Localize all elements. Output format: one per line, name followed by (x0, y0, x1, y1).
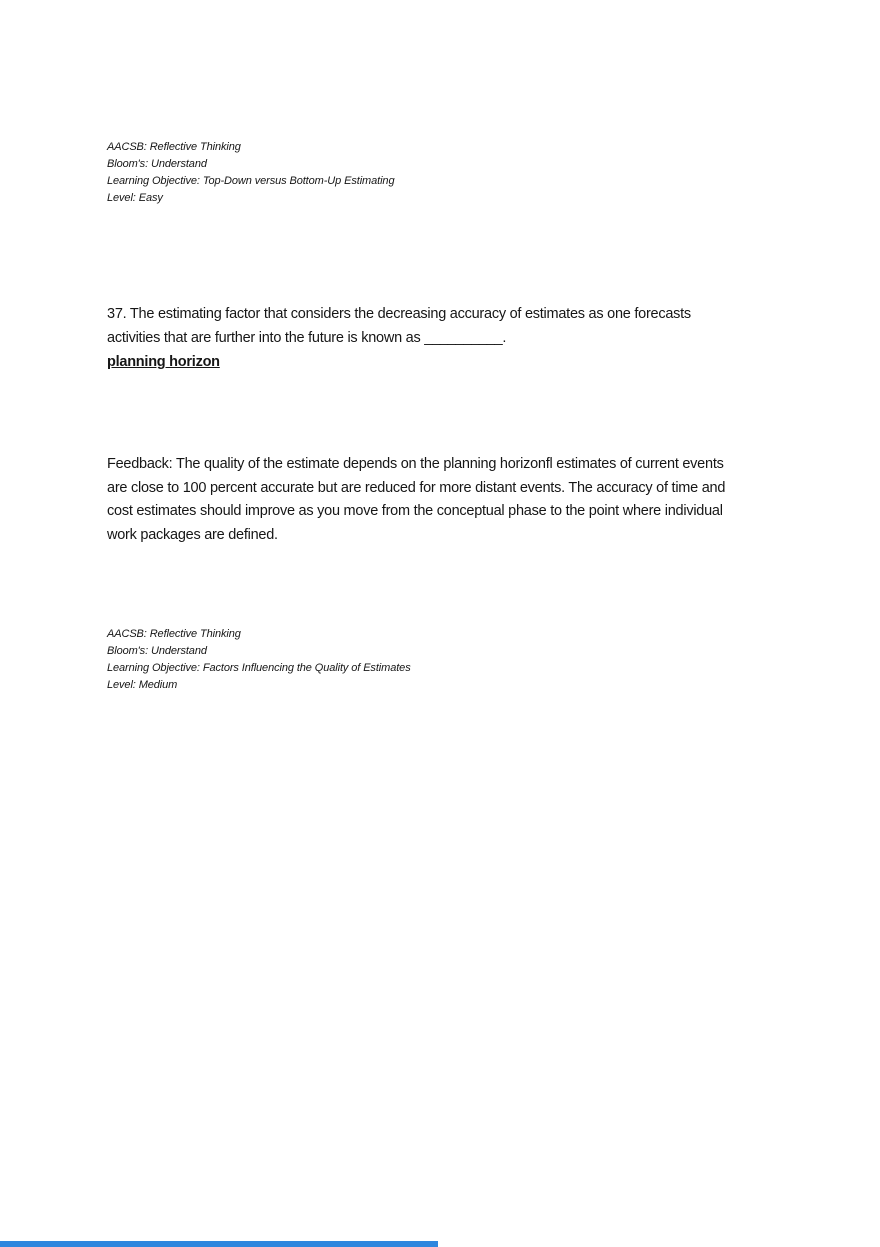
question-text-line: 37. The estimating factor that considers the decreasing accuracy of estimates as one forecasts (107, 306, 691, 322)
feedback-text-line: Feedback: The quality of the estimate depends on the planning horizonfl estimates of current events (107, 456, 724, 472)
metadata-level: Level: Easy (107, 192, 163, 204)
metadata-blooms: Bloom's: Understand (107, 645, 207, 657)
question-block (107, 303, 775, 375)
feedback-block (107, 453, 775, 547)
page-bottom-accent-bar (0, 1241, 438, 1247)
answer-text: planning horizon (107, 354, 220, 370)
question-text-line: activities that are further into the future is known as __________. (107, 329, 507, 346)
metadata-level: Level: Medium (107, 679, 178, 691)
metadata-block-bottom (107, 626, 775, 694)
metadata-learning-objective: Learning Objective: Factors Influencing the Quality of Estimates (107, 662, 411, 674)
metadata-block-top (107, 139, 775, 207)
metadata-aacsb: AACSB: Reflective Thinking (107, 628, 241, 640)
feedback-text-line: work packages are defined. (107, 526, 278, 543)
metadata-aacsb: AACSB: Reflective Thinking (107, 141, 241, 153)
metadata-learning-objective: Learning Objective: Top-Down versus Bottom-Up Estimating (107, 175, 395, 187)
feedback-text-line: cost estimates should improve as you move from the conceptual phase to the point where individual (107, 503, 723, 519)
metadata-blooms: Bloom's: Understand (107, 158, 207, 170)
feedback-text-line: are close to 100 percent accurate but are reduced for more distant events. The accuracy of time and (107, 479, 726, 496)
